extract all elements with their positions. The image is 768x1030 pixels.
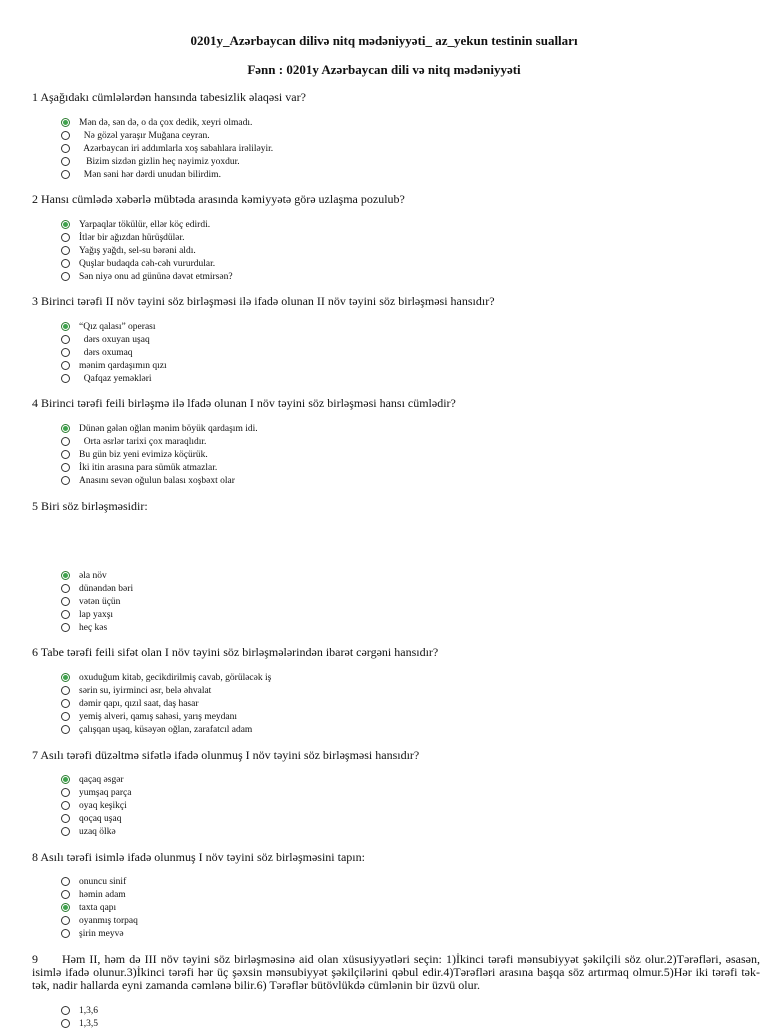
radio-icon[interactable]	[61, 348, 70, 357]
option-label: Orta əsrlər tarixi çox maraqlıdır.	[79, 436, 207, 447]
answer-option[interactable]	[61, 231, 233, 244]
option-label: 1,3,5	[79, 1018, 98, 1029]
radio-icon[interactable]	[61, 623, 70, 632]
radio-icon[interactable]	[61, 890, 70, 899]
radio-icon[interactable]	[61, 610, 70, 619]
answer-option[interactable]	[61, 461, 258, 474]
answer-option[interactable]	[61, 569, 133, 582]
option-label: Bizim sizdən gizlin heç nəyimiz yoxdur.	[79, 156, 240, 167]
question-text: 6 Tabe tərəfi feili sifət olan I növ təyini söz birləşmələrindən ibarət cərgəni hansıdır?	[32, 645, 439, 659]
radio-selected-icon[interactable]	[61, 571, 70, 580]
option-label: Dünən gələn oğlan mənim böyük qardaşım idi.	[79, 423, 258, 434]
answer-options	[61, 1004, 98, 1030]
radio-icon[interactable]	[61, 233, 70, 242]
option-label: 1,3,6	[79, 1005, 98, 1016]
answer-option[interactable]	[61, 474, 258, 487]
answer-option[interactable]	[61, 448, 258, 461]
question-text: 1 Aşağıdakı cümlələrdən hansında tabesizlik əlaqəsi var?	[32, 90, 306, 104]
answer-option[interactable]	[61, 888, 138, 901]
answer-option[interactable]	[61, 359, 167, 372]
answer-option[interactable]	[61, 825, 132, 838]
answer-option[interactable]	[61, 621, 133, 634]
answer-option[interactable]	[61, 129, 273, 142]
answer-options	[61, 422, 258, 487]
radio-icon[interactable]	[61, 712, 70, 721]
radio-icon[interactable]	[61, 144, 70, 153]
radio-icon[interactable]	[61, 686, 70, 695]
question-text: 3 Birinci tərəfi II növ təyini söz birləşməsi ilə ifadə olunan II növ təyini söz birləşməsi hansıdır?	[32, 294, 495, 308]
answer-option[interactable]	[61, 799, 132, 812]
question-text: 2 Hansı cümlədə xəbərlə mübtəda arasında kəmiyyətə görə uzlaşma pozulub?	[32, 192, 405, 206]
answer-option[interactable]	[61, 875, 138, 888]
radio-selected-icon[interactable]	[61, 903, 70, 912]
radio-icon[interactable]	[61, 463, 70, 472]
answer-options	[61, 569, 133, 634]
option-label: onuncu sinif	[79, 876, 127, 887]
answer-option[interactable]	[61, 257, 233, 270]
answer-option[interactable]	[61, 582, 133, 595]
radio-selected-icon[interactable]	[61, 775, 70, 784]
option-label: oyaq keşikçi	[79, 800, 127, 811]
answer-option[interactable]	[61, 155, 273, 168]
option-label: Quşlar budaqda cəh-cəh vururdular.	[79, 258, 216, 269]
option-label: dərs oxuyan uşaq	[79, 334, 150, 345]
answer-option[interactable]	[61, 168, 273, 181]
option-label: yemiş alveri, qamış sahəsi, yarış meydanı	[79, 711, 238, 722]
option-label: əla növ	[79, 570, 107, 581]
option-label: oxuduğum kitab, gecikdirilmiş cavab, görüləcək iş	[79, 672, 272, 683]
answer-options	[61, 671, 271, 736]
answer-options	[61, 773, 132, 838]
radio-selected-icon[interactable]	[61, 673, 70, 682]
radio-selected-icon[interactable]	[61, 220, 70, 229]
answer-option[interactable]	[61, 346, 167, 359]
radio-icon[interactable]	[61, 916, 70, 925]
answer-option[interactable]	[61, 786, 132, 799]
radio-icon[interactable]	[61, 699, 70, 708]
radio-icon[interactable]	[61, 584, 70, 593]
option-label: çalışqan uşaq, küsəyən oğlan, zarafatcıl adam	[79, 724, 253, 735]
answer-option[interactable]	[61, 697, 271, 710]
radio-icon[interactable]	[61, 170, 70, 179]
answer-option[interactable]	[61, 435, 258, 448]
radio-icon[interactable]	[61, 929, 70, 938]
option-label: Yarpaqlar tökülür, ellər köç edirdi.	[79, 219, 211, 230]
question-text: 4 Birinci tərəfi feili birləşmə ilə lfadə olunan I növ təyini söz birləşməsi hansı cümlədir?	[32, 396, 456, 410]
radio-icon[interactable]	[61, 131, 70, 140]
radio-icon[interactable]	[61, 597, 70, 606]
answer-option[interactable]	[61, 244, 233, 257]
option-label: sərin su, iyirminci əsr, belə əhvalat	[79, 685, 212, 696]
question-text: 5 Biri söz birləşməsidir:	[32, 499, 148, 513]
option-label: Azərbaycan iri addımlarla xoş sabahlara irəliləyir.	[79, 143, 274, 154]
answer-options	[61, 320, 167, 385]
radio-selected-icon[interactable]	[61, 424, 70, 433]
answer-options	[61, 875, 138, 940]
answer-option[interactable]	[61, 595, 133, 608]
option-label: Nə gözəl yaraşır Muğana ceyran.	[79, 130, 210, 141]
option-label: dəmir qapı, qızıl saat, daş hasar	[79, 698, 199, 709]
option-label: dünəndən bəri	[79, 583, 134, 594]
question-text: 7 Asılı tərəfi düzəltmə sifətlə ifadə olunmuş I növ təyini söz birləşməsi hansıdır?	[32, 748, 420, 762]
radio-icon[interactable]	[61, 246, 70, 255]
answer-option[interactable]	[61, 116, 273, 129]
radio-selected-icon[interactable]	[61, 322, 70, 331]
option-label: vətən üçün	[79, 596, 121, 607]
radio-icon[interactable]	[61, 259, 70, 268]
answer-option[interactable]	[61, 218, 233, 231]
option-label: “Qız qalası” operası	[79, 321, 156, 332]
radio-icon[interactable]	[61, 801, 70, 810]
answer-option[interactable]	[61, 270, 233, 283]
option-label: həmin adam	[79, 889, 126, 900]
option-label: oyanmış torpaq	[79, 915, 138, 926]
answer-options	[61, 218, 233, 283]
option-label: şirin meyvə	[79, 928, 124, 939]
radio-selected-icon[interactable]	[61, 118, 70, 127]
option-label: qoçaq uşaq	[79, 813, 122, 824]
option-label: Yağış yağdı, sel-su bərəni aldı.	[79, 245, 196, 256]
option-label: uzaq ölkə	[79, 826, 116, 837]
answer-option[interactable]	[61, 608, 133, 621]
answer-option[interactable]	[61, 422, 258, 435]
answer-option[interactable]	[61, 901, 138, 914]
answer-option[interactable]	[61, 1004, 98, 1017]
option-label: taxta qapı	[79, 902, 117, 913]
subject-title: Fənn : 0201y Azərbaycan dili və nitq mədəniyyəti	[247, 62, 521, 77]
radio-icon[interactable]	[61, 157, 70, 166]
answer-option[interactable]	[61, 320, 167, 333]
radio-icon[interactable]	[61, 335, 70, 344]
option-label: İtlər bir ağızdan hürüşdülər.	[79, 232, 185, 243]
radio-icon[interactable]	[61, 877, 70, 886]
option-label: Anasını sevən oğulun balası xoşbəxt olar	[79, 475, 235, 486]
option-label: heç kəs	[79, 622, 108, 633]
radio-icon[interactable]	[61, 437, 70, 446]
option-label: qaçaq əsgər	[79, 774, 124, 785]
radio-icon[interactable]	[61, 374, 70, 383]
option-label: Mən səni hər dərdi unudan bilirdim.	[79, 169, 221, 180]
radio-icon[interactable]	[61, 450, 70, 459]
answer-option[interactable]	[61, 684, 271, 697]
option-label: dərs oxumaq	[79, 347, 133, 358]
answer-option[interactable]	[61, 372, 167, 385]
answer-option[interactable]	[61, 812, 132, 825]
option-label: yumşaq parça	[79, 787, 132, 798]
option-label: Mən də, sən də, o da çox dedik, xeyri olmadı.	[79, 117, 253, 128]
radio-icon[interactable]	[61, 814, 70, 823]
answer-option[interactable]	[61, 773, 132, 786]
answer-options	[61, 116, 273, 181]
answer-option[interactable]	[61, 927, 138, 940]
option-label: Sən niyə onu ad gününə dəvət etmirsən?	[79, 271, 233, 282]
question-text: 8 Asılı tərəfi isimlə ifadə olunmuş I növ təyini söz birləşməsini tapın:	[32, 850, 365, 864]
radio-icon[interactable]	[61, 361, 70, 370]
document-title: 0201y_Azərbaycan dilivə nitq mədəniyyəti_ az_yekun testinin sualları	[190, 33, 578, 48]
option-label: Qafqaz yeməkləri	[79, 373, 152, 384]
answer-option[interactable]	[61, 333, 167, 346]
question-text	[32, 953, 760, 992]
radio-icon[interactable]	[61, 476, 70, 485]
answer-option[interactable]	[61, 710, 271, 723]
option-label: Bu gün biz yeni evimizə köçürük.	[79, 449, 208, 460]
radio-icon[interactable]	[61, 827, 70, 836]
radio-icon[interactable]	[61, 1006, 70, 1015]
answer-option[interactable]	[61, 142, 273, 155]
question-number: 9	[32, 952, 38, 966]
radio-icon[interactable]	[61, 788, 70, 797]
question-body: Həm II, həm də III növ təyini söz birləşməsinə aid olan xüsusiyyətləri seçin: 1)İkinci tərəfi mənsubiyyət şəkilçili söz olur.2)Tərəfləri, əsasən, isimlə ifadə olunur.3)İkinci tərəfi hər üç şəxsin mənsubiyyət şəkilçilərini qəbul edir.4)Tərəfləri arasına başqa söz artırmaq olmur.5)Hər iki tərəfi tək-tək, nadir hallarda eyni zamanda cəmlənə bilir.6) Tərəflər bütövlükdə cümlənin bir üzvü olur.	[32, 952, 760, 992]
answer-option[interactable]	[61, 723, 271, 736]
answer-option[interactable]	[61, 914, 138, 927]
radio-icon[interactable]	[61, 272, 70, 281]
option-label: İki itin arasına para sümük atmazlar.	[79, 462, 218, 473]
radio-icon[interactable]	[61, 725, 70, 734]
answer-option[interactable]	[61, 671, 271, 684]
option-label: lap yaxşı	[79, 609, 114, 620]
option-label: mənim qardaşımın qızı	[79, 360, 167, 371]
